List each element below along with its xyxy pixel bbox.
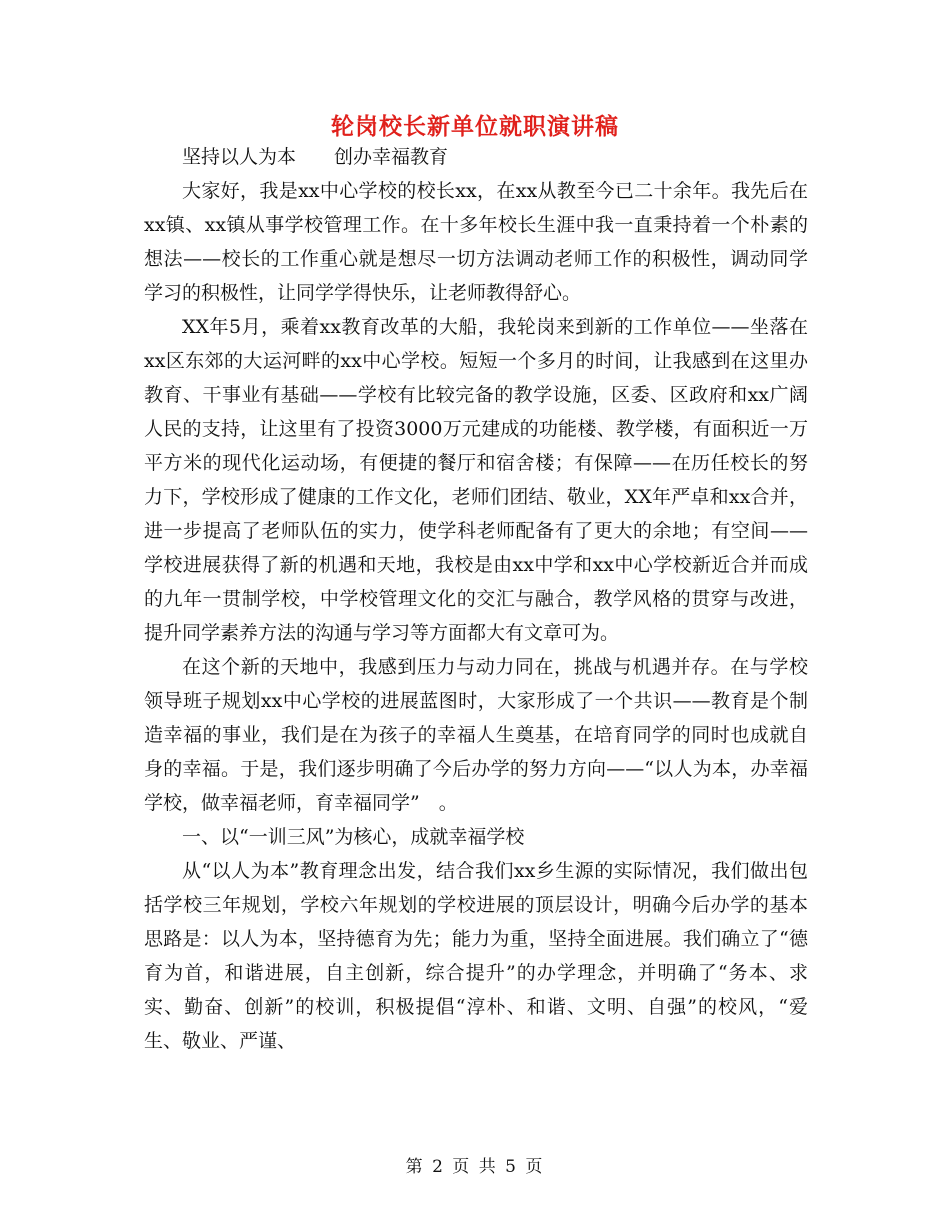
document-body [144, 140, 808, 1058]
paragraph-new-unit: XX年5月，乘着xx教育改革的大船，我轮岗来到新的工作单位——坐落在xx区东郊的大运河畔的xx中心学校。短短一个多月的时间，让我感到在这里办教育、干事业有基础——学校有比较完备的教学设施，区委、区政府和xx广阔人民的支持，让这里有了投资3000万元建成的功能楼、教学楼，有面积近一万平方米的现代化运动场，有便捷的餐厅和宿舍楼；有保障——在历任校长的努力下，学校形成了健康的工作文化，老师们团结、敬业，XX年严卓和xx合并，进一步提高了老师队伍的实力，使学科老师配备有了更大的余地；有空间——学校进展获得了新的机遇和天地，我校是由xx中学和xx中心学校新近合并而成的九年一贯制学校，中学校管理文化的交汇与融合，教学风格的贯穿与改进，提升同学素养方法的沟通与学习等方面都大有文章可为。 [144, 316, 808, 644]
document-title: 轮岗校长新单位就职演讲稿 [331, 113, 619, 140]
paragraph-intro: 大家好，我是xx中心学校的校长xx，在xx从教至今已二十余年。我先后在xx镇、xx镇从事学校管理工作。在十多年校长生涯中我一直秉持着一个朴素的想法——校长的工作重心就是想尽一切方法调动老师工作的积极性，调动同学学习的积极性，让同学学得快乐，让老师教得舒心。 [144, 180, 808, 304]
paragraph-philosophy: 从“以人为本”教育理念出发，结合我们xx乡生源的实际情况，我们做出包括学校三年规划，学校六年规划的学校进展的顶层设计，明确今后办学的基本思路是：以人为本，坚持德育为先；能力为重，坚持全面进展。我们确立了“德育为首，和谐进展，自主创新，综合提升”的办学理念，并明确了“务本、求实、勤奋、创新”的校训，积极提倡“淳朴、和谐、文明、自强”的校风，“爱生、敬业、严谨、 [144, 860, 808, 1052]
document-subtitle: 坚持以人为本 创办幸福教育 [182, 146, 449, 168]
paragraph-consensus: 在这个新的天地中，我感到压力与动力同在，挑战与机遇并存。在与学校领导班子规划xx中心学校的进展蓝图时，大家形成了一个共识——教育是个制造幸福的事业，我们是在为孩子的幸福人生奠基，在培育同学的同时也成就自身的幸福。于是，我们逐步明确了今后办学的努力方向——“以人为本，办幸福学校，做幸福老师，育幸福同学” 。 [144, 656, 808, 814]
section-heading-1: 一、以“一训三风”为核心，成就幸福学校 [182, 826, 525, 848]
page-number-footer: 第 2 页 共 5 页 [405, 1157, 545, 1177]
